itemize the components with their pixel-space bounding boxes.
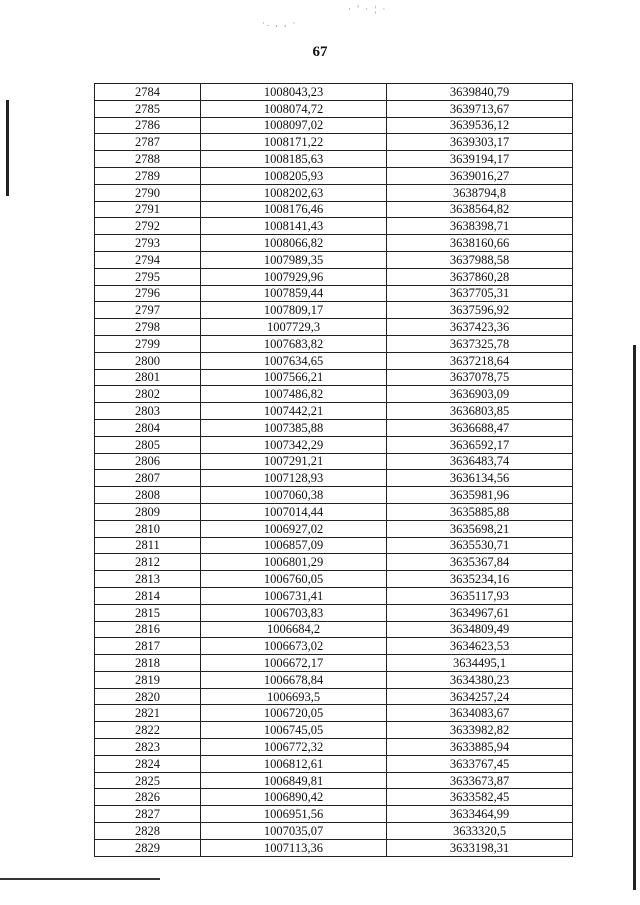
point-number-cell: 2799: [95, 335, 201, 352]
x-coordinate-cell: 1007929,96: [201, 268, 387, 285]
point-number-cell: 2803: [95, 403, 201, 420]
y-coordinate-cell: 3633464,99: [387, 806, 573, 823]
x-coordinate-cell: 1007989,35: [201, 251, 387, 268]
table-row: [95, 117, 573, 134]
y-coordinate-cell: 3633885,94: [387, 739, 573, 756]
table-row: [95, 688, 573, 705]
table-row: [95, 839, 573, 856]
x-coordinate-cell: 1007060,38: [201, 487, 387, 504]
y-coordinate-cell: 3634083,67: [387, 705, 573, 722]
table-row: [95, 520, 573, 537]
table-row: [95, 184, 573, 201]
table-row: [95, 352, 573, 369]
y-coordinate-cell: 3636134,56: [387, 470, 573, 487]
x-coordinate-cell: 1006801,29: [201, 554, 387, 571]
x-coordinate-cell: 1007128,93: [201, 470, 387, 487]
table-row: [95, 419, 573, 436]
table-row: [95, 587, 573, 604]
table-row: [95, 235, 573, 252]
table-row: [95, 671, 573, 688]
table-row: [95, 638, 573, 655]
y-coordinate-cell: 3636483,74: [387, 453, 573, 470]
table-row: [95, 201, 573, 218]
table-row: [95, 335, 573, 352]
point-number-cell: 2798: [95, 319, 201, 336]
point-number-cell: 2805: [95, 436, 201, 453]
point-number-cell: 2809: [95, 503, 201, 520]
y-coordinate-cell: 3634257,24: [387, 688, 573, 705]
x-coordinate-cell: 1006673,02: [201, 638, 387, 655]
y-coordinate-cell: 3634495,1: [387, 655, 573, 672]
table-row: [95, 436, 573, 453]
x-coordinate-cell: 1007385,88: [201, 419, 387, 436]
scan-artifact: · ' · ¦ ·: [348, 4, 388, 14]
y-coordinate-cell: 3633582,45: [387, 789, 573, 806]
y-coordinate-cell: 3633982,82: [387, 722, 573, 739]
point-number-cell: 2790: [95, 184, 201, 201]
y-coordinate-cell: 3639194,17: [387, 151, 573, 168]
table-row: [95, 789, 573, 806]
point-number-cell: 2794: [95, 251, 201, 268]
point-number-cell: 2817: [95, 638, 201, 655]
point-number-cell: 2801: [95, 369, 201, 386]
x-coordinate-cell: 1008141,43: [201, 218, 387, 235]
table-row: [95, 386, 573, 403]
point-number-cell: 2819: [95, 671, 201, 688]
point-number-cell: 2828: [95, 823, 201, 840]
x-coordinate-cell: 1008043,23: [201, 84, 387, 101]
x-coordinate-cell: 1008202,63: [201, 184, 387, 201]
table-row: [95, 655, 573, 672]
point-number-cell: 2821: [95, 705, 201, 722]
y-coordinate-cell: 3637423,36: [387, 319, 573, 336]
table-row: [95, 369, 573, 386]
coordinates-table: [94, 83, 573, 857]
y-coordinate-cell: 3633320,5: [387, 823, 573, 840]
x-coordinate-cell: 1006703,83: [201, 604, 387, 621]
y-coordinate-cell: 3639840,79: [387, 84, 573, 101]
x-coordinate-cell: 1007566,21: [201, 369, 387, 386]
point-number-cell: 2814: [95, 587, 201, 604]
x-coordinate-cell: 1007014,44: [201, 503, 387, 520]
table-row: [95, 218, 573, 235]
y-coordinate-cell: 3638160,66: [387, 235, 573, 252]
y-coordinate-cell: 3639713,67: [387, 100, 573, 117]
x-coordinate-cell: 1007342,29: [201, 436, 387, 453]
table-row: [95, 755, 573, 772]
point-number-cell: 2808: [95, 487, 201, 504]
table-row: [95, 302, 573, 319]
point-number-cell: 2810: [95, 520, 201, 537]
table-row: [95, 167, 573, 184]
scan-edge-mark: [6, 100, 9, 196]
x-coordinate-cell: 1007291,21: [201, 453, 387, 470]
point-number-cell: 2802: [95, 386, 201, 403]
table-row: [95, 705, 573, 722]
x-coordinate-cell: 1008205,93: [201, 167, 387, 184]
x-coordinate-cell: 1007809,17: [201, 302, 387, 319]
point-number-cell: 2818: [95, 655, 201, 672]
y-coordinate-cell: 3634809,49: [387, 621, 573, 638]
table-row: [95, 571, 573, 588]
point-number-cell: 2787: [95, 134, 201, 151]
point-number-cell: 2796: [95, 285, 201, 302]
x-coordinate-cell: 1006693,5: [201, 688, 387, 705]
scan-edge-mark: [633, 345, 636, 890]
y-coordinate-cell: 3633673,87: [387, 772, 573, 789]
x-coordinate-cell: 1006927,02: [201, 520, 387, 537]
point-number-cell: 2793: [95, 235, 201, 252]
x-coordinate-cell: 1006731,41: [201, 587, 387, 604]
point-number-cell: 2784: [95, 84, 201, 101]
x-coordinate-cell: 1006672,17: [201, 655, 387, 672]
x-coordinate-cell: 1007683,82: [201, 335, 387, 352]
x-coordinate-cell: 1008066,82: [201, 235, 387, 252]
point-number-cell: 2815: [95, 604, 201, 621]
scan-artifact: ·. , , ·: [262, 18, 298, 28]
x-coordinate-cell: 1006745,05: [201, 722, 387, 739]
x-coordinate-cell: 1006772,32: [201, 739, 387, 756]
point-number-cell: 2797: [95, 302, 201, 319]
x-coordinate-cell: 1006720,05: [201, 705, 387, 722]
table-row: [95, 503, 573, 520]
x-coordinate-cell: 1006849,81: [201, 772, 387, 789]
table-row: [95, 100, 573, 117]
table-row: [95, 151, 573, 168]
table-row: [95, 134, 573, 151]
x-coordinate-cell: 1006684,2: [201, 621, 387, 638]
point-number-cell: 2807: [95, 470, 201, 487]
table-row: [95, 251, 573, 268]
table-row: [95, 537, 573, 554]
x-coordinate-cell: 1008097,02: [201, 117, 387, 134]
table-row: [95, 823, 573, 840]
table-row: [95, 621, 573, 638]
point-number-cell: 2827: [95, 806, 201, 823]
y-coordinate-cell: 3637988,58: [387, 251, 573, 268]
table-row: [95, 470, 573, 487]
y-coordinate-cell: 3633767,45: [387, 755, 573, 772]
footer-rule: [0, 878, 160, 880]
y-coordinate-cell: 3634623,53: [387, 638, 573, 655]
table-row: [95, 453, 573, 470]
x-coordinate-cell: 1007729,3: [201, 319, 387, 336]
y-coordinate-cell: 3637325,78: [387, 335, 573, 352]
x-coordinate-cell: 1008176,46: [201, 201, 387, 218]
point-number-cell: 2813: [95, 571, 201, 588]
x-coordinate-cell: 1007634,65: [201, 352, 387, 369]
point-number-cell: 2822: [95, 722, 201, 739]
y-coordinate-cell: 3635885,88: [387, 503, 573, 520]
y-coordinate-cell: 3634967,61: [387, 604, 573, 621]
point-number-cell: 2823: [95, 739, 201, 756]
point-number-cell: 2792: [95, 218, 201, 235]
table-row: [95, 604, 573, 621]
table-row: [95, 739, 573, 756]
x-coordinate-cell: 1007486,82: [201, 386, 387, 403]
point-number-cell: 2816: [95, 621, 201, 638]
y-coordinate-cell: 3637078,75: [387, 369, 573, 386]
y-coordinate-cell: 3636688,47: [387, 419, 573, 436]
table-row: [95, 487, 573, 504]
y-coordinate-cell: 3638564,82: [387, 201, 573, 218]
x-coordinate-cell: 1008074,72: [201, 100, 387, 117]
x-coordinate-cell: 1007859,44: [201, 285, 387, 302]
point-number-cell: 2789: [95, 167, 201, 184]
x-coordinate-cell: 1006951,56: [201, 806, 387, 823]
x-coordinate-cell: 1008171,22: [201, 134, 387, 151]
point-number-cell: 2791: [95, 201, 201, 218]
y-coordinate-cell: 3633198,31: [387, 839, 573, 856]
table-row: [95, 806, 573, 823]
y-coordinate-cell: 3635698,21: [387, 520, 573, 537]
y-coordinate-cell: 3637218,64: [387, 352, 573, 369]
y-coordinate-cell: 3635981,96: [387, 487, 573, 504]
table-row: [95, 285, 573, 302]
x-coordinate-cell: 1007113,36: [201, 839, 387, 856]
x-coordinate-cell: 1007035,07: [201, 823, 387, 840]
y-coordinate-cell: 3636803,85: [387, 403, 573, 420]
y-coordinate-cell: 3637705,31: [387, 285, 573, 302]
table-row: [95, 319, 573, 336]
y-coordinate-cell: 3638794,8: [387, 184, 573, 201]
y-coordinate-cell: 3636903,09: [387, 386, 573, 403]
point-number-cell: 2806: [95, 453, 201, 470]
y-coordinate-cell: 3637596,92: [387, 302, 573, 319]
point-number-cell: 2786: [95, 117, 201, 134]
y-coordinate-cell: 3635530,71: [387, 537, 573, 554]
point-number-cell: 2820: [95, 688, 201, 705]
x-coordinate-cell: 1006812,61: [201, 755, 387, 772]
table-row: [95, 403, 573, 420]
point-number-cell: 2785: [95, 100, 201, 117]
y-coordinate-cell: 3636592,17: [387, 436, 573, 453]
point-number-cell: 2795: [95, 268, 201, 285]
x-coordinate-cell: 1006857,09: [201, 537, 387, 554]
table-row: [95, 722, 573, 739]
y-coordinate-cell: 3634380,23: [387, 671, 573, 688]
y-coordinate-cell: 3638398,71: [387, 218, 573, 235]
point-number-cell: 2804: [95, 419, 201, 436]
point-number-cell: 2812: [95, 554, 201, 571]
table-body: [95, 84, 573, 857]
x-coordinate-cell: 1006678,84: [201, 671, 387, 688]
point-number-cell: 2788: [95, 151, 201, 168]
y-coordinate-cell: 3635367,84: [387, 554, 573, 571]
y-coordinate-cell: 3637860,28: [387, 268, 573, 285]
table-row: [95, 84, 573, 101]
y-coordinate-cell: 3639536,12: [387, 117, 573, 134]
point-number-cell: 2824: [95, 755, 201, 772]
x-coordinate-cell: 1008185,63: [201, 151, 387, 168]
point-number-cell: 2825: [95, 772, 201, 789]
point-number-cell: 2811: [95, 537, 201, 554]
x-coordinate-cell: 1006760,05: [201, 571, 387, 588]
point-number-cell: 2829: [95, 839, 201, 856]
y-coordinate-cell: 3635234,16: [387, 571, 573, 588]
y-coordinate-cell: 3639016,27: [387, 167, 573, 184]
page-number: 67: [312, 44, 328, 60]
y-coordinate-cell: 3635117,93: [387, 587, 573, 604]
table-row: [95, 772, 573, 789]
x-coordinate-cell: 1007442,21: [201, 403, 387, 420]
point-number-cell: 2826: [95, 789, 201, 806]
x-coordinate-cell: 1006890,42: [201, 789, 387, 806]
y-coordinate-cell: 3639303,17: [387, 134, 573, 151]
table-row: [95, 554, 573, 571]
table-row: [95, 268, 573, 285]
point-number-cell: 2800: [95, 352, 201, 369]
